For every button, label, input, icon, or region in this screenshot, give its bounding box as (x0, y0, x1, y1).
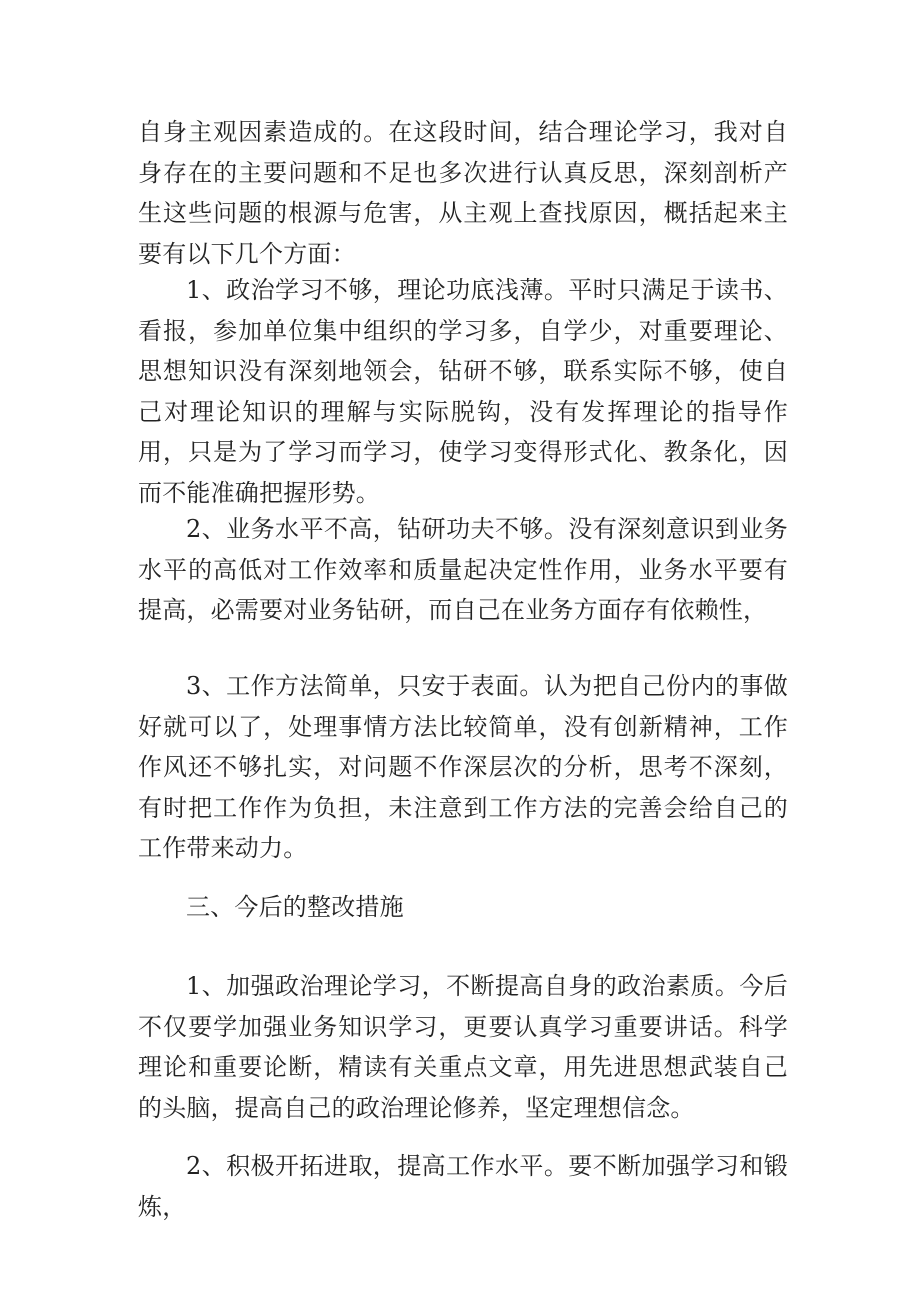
paragraph-continued: 自身主观因素造成的。在这段时间，结合理论学习，我对自身存在的主要问题和不足也多次进行认真反思，深刻剖析产生这些问题的根源与危害，从主观上查找原因，概括起来主要有以下几个方面： (138, 118, 788, 268)
paragraph-problem-2: 2、业务水平不高，钻研功夫不够。没有深刻意识到业务水平的高低对工作效率和质量起决定性作用，业务水平要有提高，必需要对业务钻研，而自己在业务方面存有依赖性， (138, 515, 788, 624)
paragraph-problem-1: 1、政治学习不够，理论功底浅薄。平时只满足于读书、看报，参加单位集中组织的学习多，自学少，对重要理论、思想知识没有深刻地领会，钻研不够，联系实际不够，使自己对理论知识的理解与实际脱钩，没有发挥理论的指导作用，只是为了学习而学习，使学习变得形式化、教条化，因而不能准确把握形势。 (138, 276, 788, 507)
paragraph-problem-3: 3、工作方法简单，只安于表面。认为把自己份内的事做好就可以了，处理事情方法比较简单，没有创新精神，工作作风还不够扎实，对问题不作深层次的分析，思考不深刻，有时把工作作为负担，未注意到工作方法的完善会给自己的工作带来动力。 (138, 672, 788, 862)
paragraph-measure-2: 2、积极开拓进取，提高工作水平。要不断加强学习和锻炼， (138, 1152, 788, 1221)
section-heading: 三、今后的整改措施 (186, 893, 404, 921)
paragraph-measure-1: 1、加强政治理论学习，不断提高自身的政治素质。今后不仅要学加强业务知识学习，更要认真学习重要讲话。科学理论和重要论断，精读有关重点文章，用先进思想武装自己的头脑，提高自己的政治理论修养，坚定理想信念。 (138, 972, 788, 1122)
